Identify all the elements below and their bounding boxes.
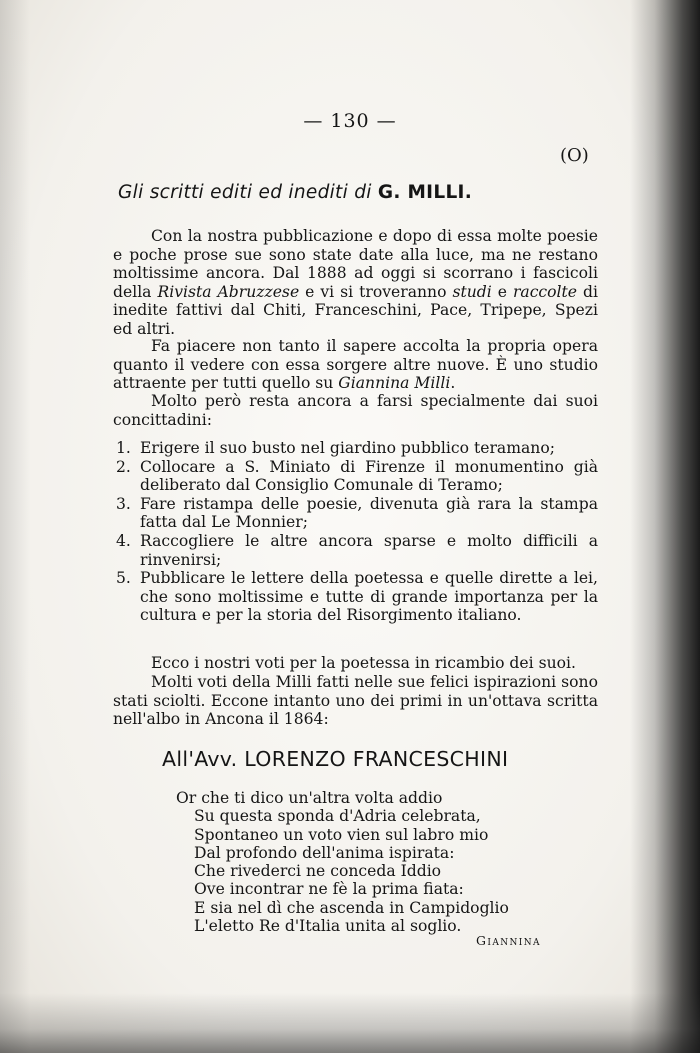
- paragraph-2-name: Giannina Milli: [338, 374, 451, 393]
- poem-line: Or che ti dico un'altra volta addio: [176, 789, 443, 807]
- list-item: [113, 439, 598, 458]
- paragraph-2-text-c: .: [450, 374, 456, 393]
- poem-line: Spontaneo un voto vien sul labro mio: [194, 825, 489, 844]
- paragraph-5: Molti voti della Milli fatti nelle sue felici ispirazioni sono stati sciolti. Eccone intanto uno dei primi in un'ottava scritta nell'albo in Ancona il 1864:: [113, 673, 598, 729]
- list-item-text: Erigere il suo busto nel giardino pubblico teramano;: [140, 439, 555, 457]
- paragraph-1: [113, 227, 598, 339]
- list-item-text: Collocare a S. Miniato di Firenze il monumentino già deliberato dal Consiglio Comunale di Teramo;: [140, 457, 598, 495]
- poem-line: E sia nel dì che ascenda in Campidoglio: [194, 898, 509, 917]
- heading-text: Gli scritti editi ed inediti di: [118, 182, 372, 203]
- list-item-number: 4.: [116, 531, 131, 550]
- list-item-number: 5.: [116, 569, 131, 588]
- list-item-text: Pubblicare le lettere della poetessa e quelle dirette a lei, che sono moltissime e tutte di grande importanza per la cultura e per la storia del Risorgimento italiano.: [140, 569, 598, 625]
- paragraph-1-studi: studi: [452, 282, 492, 301]
- list-item: [113, 458, 598, 495]
- page-number: — 130 —: [303, 110, 397, 132]
- poem-title: All'Avv. LORENZO FRANCESCHINI: [162, 747, 509, 771]
- list-item-text: Raccogliere le altre ancora sparse e molto difficili a rinvenirsi;: [140, 531, 598, 569]
- poem: [176, 789, 576, 935]
- paragraph-3: Molto però resta ancora a farsi specialmente dai suoi concittadini:: [113, 392, 598, 429]
- paragraph-2-text-a: Fa piacere non tanto il sapere accolta la propria opera quanto il vedere con essa sorgere altre nuove. È uno studio attraente per tutti quello su: [113, 337, 598, 393]
- poem-line: Dal profondo dell'anima ispirata:: [194, 843, 455, 862]
- list-item: [113, 495, 598, 532]
- paragraph-1-raccolte: raccolte: [512, 282, 578, 301]
- list-item-number: 1.: [116, 439, 131, 457]
- section-marker: (O): [560, 145, 589, 166]
- section-heading: [118, 182, 638, 203]
- paragraph-1-text-a: Con la nostra pubblicazione e dopo di essa molte poesie e poche prose sue sono state date alla luce, ma ne restano moltissime ancora. Dal 1888 ad oggi si scorrano i fascicoli della: [113, 227, 598, 301]
- heading-name: G. MILLI.: [377, 182, 473, 203]
- paragraph-1-text-e: e: [491, 282, 513, 301]
- paragraph-1-text-c: e vi si troveranno: [299, 282, 453, 301]
- poem-line: L'eletto Re d'Italia unita al soglio.: [194, 917, 462, 936]
- list-item: [113, 532, 598, 569]
- poem-line: Su questa sponda d'Adria celebrata,: [194, 807, 481, 826]
- paragraph-1-text-g: di inedite fattivi dal Chiti, Franceschini, Pace, Tripepe, Spezi ed altri.: [113, 282, 598, 338]
- paragraph-4: Ecco i nostri voti per la poetessa in ricambio dei suoi.: [151, 654, 576, 672]
- paragraph-2: [113, 337, 598, 393]
- list-item-text: Fare ristampa delle poesie, divenuta già rara la stampa fatta dal Le Monnier;: [140, 494, 598, 532]
- paragraph-1-journal: Rivista Abruzzese: [157, 282, 300, 301]
- list-item: [113, 569, 598, 625]
- signature: Giannina: [476, 933, 541, 948]
- list-item-number: 2.: [116, 457, 131, 476]
- wish-list: [113, 439, 598, 625]
- poem-line: Che rivederci ne conceda Iddio: [194, 862, 442, 881]
- list-item-number: 3.: [116, 494, 131, 513]
- poem-line: Ove incontrar ne fè la prima fiata:: [194, 880, 464, 899]
